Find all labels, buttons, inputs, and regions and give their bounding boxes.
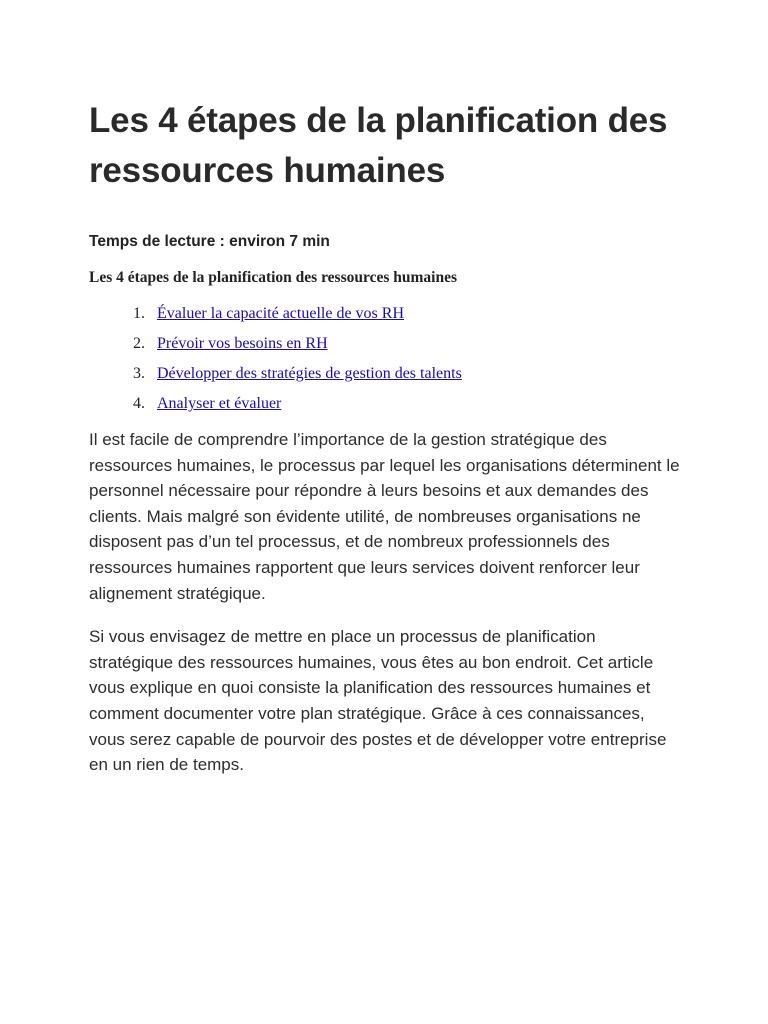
article — [89, 96, 684, 778]
page-title: Les 4 étapes de la planification des ressources humaines — [89, 101, 668, 190]
toc-link-evaluer[interactable]: Évaluer la capacité actuelle de vos RH — [157, 305, 404, 322]
toc-item-number: 4. — [133, 395, 145, 412]
toc-item — [133, 303, 684, 325]
toc-link-analyser[interactable]: Analyser et évaluer — [157, 395, 282, 412]
reading-time: Temps de lecture : environ 7 min — [89, 233, 330, 250]
toc-item — [133, 363, 684, 385]
toc-item-number: 1. — [133, 305, 145, 322]
body-paragraph: Il est facile de comprendre l’importance de la gestion stratégique des ressources humaines, le processus par lequel les organisations déterminent le personnel nécessaire pour répondre à leurs besoins et aux demandes des clients. Mais malgré son évidente utilité, de nombreuses organisations ne disposent pas d’un tel processus, et de nombreux professionnels des ressources humaines rapportent que leurs services doivent renforcer leur alignement stratégique. — [89, 430, 680, 603]
toc-heading: Les 4 étapes de la planification des ressources humaines — [89, 269, 457, 286]
toc-link-developper[interactable]: Développer des stratégies de gestion des talents — [157, 365, 462, 382]
toc-item — [133, 393, 684, 415]
toc-item-number: 3. — [133, 365, 145, 382]
toc-link-prevoir[interactable]: Prévoir vos besoins en RH — [157, 335, 328, 352]
toc-item-number: 2. — [133, 335, 145, 352]
body-paragraph: Si vous envisagez de mettre en place un processus de planification stratégique des ressources humaines, vous êtes au bon endroit. Cet article vous explique en quoi consiste la planification des ressources humaines et comment documenter votre plan stratégique. Grâce à ces connaissances, vous serez capable de pourvoir des postes et de développer votre entreprise en un rien de temps. — [89, 627, 667, 775]
toc-item — [133, 333, 684, 355]
table-of-contents — [89, 303, 684, 415]
